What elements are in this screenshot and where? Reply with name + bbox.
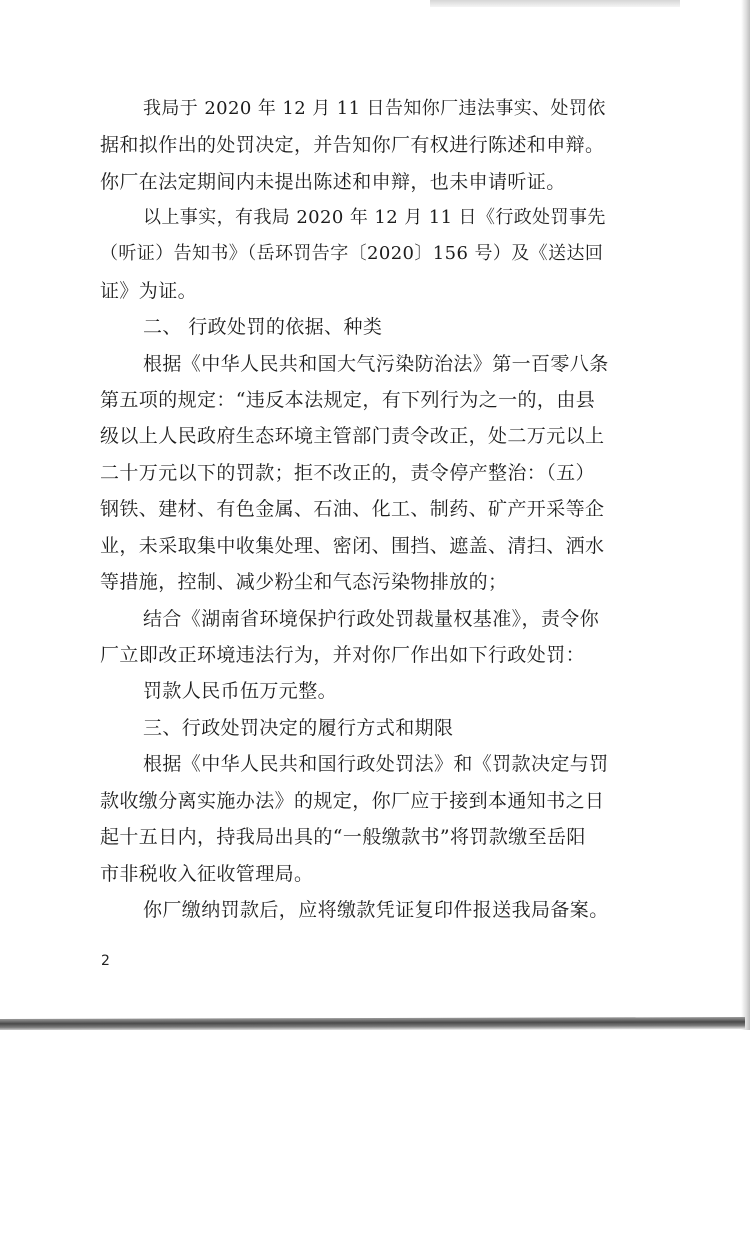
- section-heading-3: 三、行政处罚决定的履行方式和期限: [143, 717, 454, 739]
- scan-right-edge: [741, 0, 750, 1030]
- body-line-15: 结合《湖南省环境保护行政处罚裁量权基准》，责令你: [143, 608, 600, 630]
- body-line-3: 你厂在法定期间内未提出陈述和申辩，也未申请听证。: [100, 171, 566, 193]
- body-line-21: 起十五日内，持我局出具的“一般缴款书”将罚款缴至岳阳: [100, 826, 586, 848]
- body-line-19: 根据《中华人民共和国行政处罚法》和《罚款决定与罚: [143, 753, 609, 775]
- scan-top-edge: [430, 0, 680, 7]
- body-line-22: 市非税收入征收管理局。: [100, 863, 314, 885]
- body-line-14: 等措施，控制、减少粉尘和气态污染物排放的；: [100, 571, 508, 593]
- body-line-1: 我局于 2020 年 12 月 11 日告知你厂违法事实、处罚依: [143, 98, 606, 119]
- body-line-9: 第五项的规定：“违反本法规定，有下列行为之一的，由县: [100, 389, 596, 411]
- body-line-10: 级以上人民政府生态环境主管部门责令改正，处二万元以上: [100, 425, 605, 447]
- body-line-12: 钢铁、建材、有色金属、石油、化工、制药、矿产开采等企: [100, 498, 605, 520]
- body-line-5: （听证）告知书》（岳环罚告字〔2020〕156 号）及《送达回: [100, 243, 604, 264]
- body-line-23: 你厂缴纳罚款后，应将缴款凭证复印件报送我局备案。: [143, 899, 609, 921]
- body-line-6: 证》为证。: [100, 280, 198, 302]
- body-line-13: 业，未采取集中收集处理、密闭、围挡、遮盖、清扫、洒水: [100, 535, 605, 557]
- blank-area: [0, 1030, 750, 1235]
- section-heading-2: 二、 行政处罚的依据、种类: [143, 316, 383, 338]
- scan-bottom-edge: [0, 1017, 745, 1031]
- body-line-11: 二十万元以下的罚款；拒不改正的，责令停产整治：（五）: [100, 462, 595, 484]
- body-line-4: 以上事实，有我局 2020 年 12 月 11 日《行政处罚事先: [143, 207, 606, 228]
- penalty-line: 罚款人民币伍万元整。: [143, 680, 338, 702]
- body-line-20: 款收缴分离实施办法》的规定，你厂应于接到本通知书之日: [100, 790, 605, 812]
- page-number: 2: [101, 953, 110, 969]
- body-line-2: 据和拟作出的处罚决定，并告知你厂有权进行陈述和申辩。: [100, 134, 605, 156]
- body-line-16: 厂立即改正环境违法行为，并对你厂作出如下行政处罚：: [100, 644, 586, 666]
- body-line-8: 根据《中华人民共和国大气污染防治法》第一百零八条: [143, 353, 609, 375]
